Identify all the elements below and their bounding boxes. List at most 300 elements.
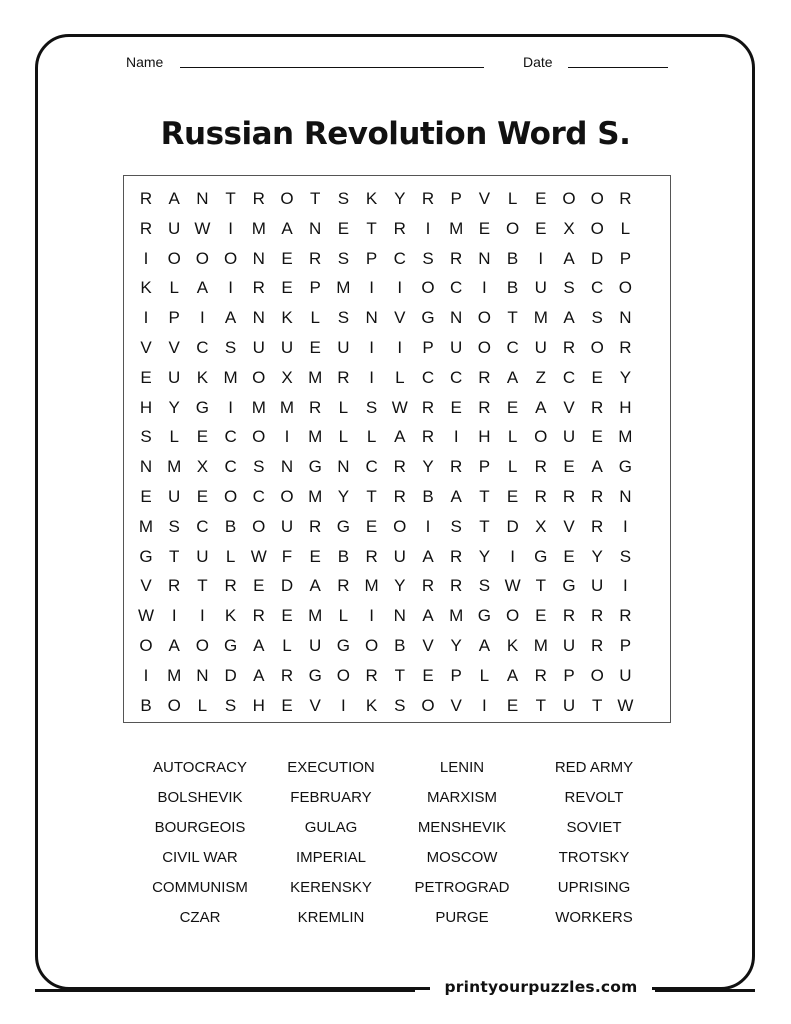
grid-letter[interactable]: R	[365, 546, 378, 566]
grid-letter[interactable]: U	[393, 546, 406, 566]
grid-letter[interactable]: S	[394, 695, 406, 715]
grid-letter[interactable]: L	[507, 427, 518, 447]
grid-letter[interactable]: N	[252, 248, 265, 268]
grid-letter[interactable]: C	[224, 457, 237, 477]
grid-letter[interactable]: I	[143, 248, 149, 268]
grid-letter[interactable]: A	[168, 189, 180, 208]
grid-letter[interactable]: I	[228, 397, 233, 417]
grid-letter[interactable]: S	[591, 308, 603, 328]
grid-letter[interactable]: C	[196, 516, 209, 536]
grid-letter[interactable]: O	[223, 487, 238, 506]
grid-letter[interactable]: G	[308, 457, 322, 477]
grid-letter[interactable]: K	[506, 636, 519, 655]
grid-letter[interactable]: C	[393, 248, 406, 268]
grid-letter[interactable]: C	[196, 338, 209, 357]
grid-letter[interactable]: M	[364, 576, 379, 596]
grid-letter[interactable]: R	[478, 397, 491, 417]
grid-letter[interactable]: I	[482, 695, 487, 715]
grid-letter[interactable]: O	[618, 278, 632, 298]
grid-letter[interactable]: K	[365, 695, 378, 715]
grid-letter[interactable]: N	[393, 606, 406, 626]
grid-letter[interactable]: U	[619, 665, 632, 685]
grid-letter[interactable]: U	[168, 367, 181, 387]
grid-letter[interactable]: H	[252, 695, 265, 715]
grid-letter[interactable]: O	[421, 278, 435, 298]
grid-letter[interactable]: S	[253, 457, 265, 477]
grid-letter[interactable]: I	[623, 576, 628, 596]
grid-letter[interactable]: X	[535, 516, 547, 536]
grid-letter[interactable]: W	[137, 606, 155, 626]
grid-letter[interactable]: P	[422, 338, 434, 357]
grid-letter[interactable]: L	[395, 367, 405, 387]
grid-letter[interactable]: O	[139, 636, 153, 655]
grid-letter[interactable]: C	[591, 278, 604, 298]
grid-letter[interactable]: I	[397, 278, 403, 298]
grid-letter[interactable]: S	[422, 248, 434, 268]
grid-letter[interactable]: V	[140, 338, 152, 357]
grid-letter[interactable]: R	[591, 636, 604, 655]
grid-letter[interactable]: G	[421, 308, 435, 328]
grid-letter[interactable]: B	[140, 695, 152, 715]
grid-letter[interactable]: V	[563, 516, 575, 536]
grid-letter[interactable]: M	[167, 665, 182, 685]
grid-letter[interactable]: L	[197, 695, 208, 715]
grid-letter[interactable]: O	[252, 427, 266, 447]
grid-letter[interactable]: A	[422, 606, 434, 626]
grid-letter[interactable]: S	[478, 576, 491, 596]
grid-letter[interactable]: W	[504, 576, 521, 596]
grid-letter[interactable]: U	[309, 636, 322, 655]
grid-letter[interactable]: O	[167, 695, 181, 715]
grid-letter[interactable]: E	[281, 248, 293, 268]
grid-letter[interactable]: D	[280, 576, 294, 596]
grid-letter[interactable]: S	[365, 397, 378, 417]
grid-letter[interactable]: C	[562, 367, 576, 387]
grid-letter[interactable]: P	[168, 308, 180, 328]
grid-letter[interactable]: O	[590, 338, 604, 357]
grid-letter[interactable]: I	[538, 248, 544, 268]
grid-letter[interactable]: O	[195, 636, 209, 655]
grid-letter[interactable]: A	[506, 367, 519, 387]
grid-letter[interactable]: M	[223, 367, 238, 387]
grid-letter[interactable]: O	[590, 189, 604, 208]
grid-letter[interactable]: R	[280, 665, 294, 685]
grid-letter[interactable]: G	[477, 606, 491, 626]
grid-letter[interactable]: U	[168, 218, 181, 238]
grid-letter[interactable]: N	[365, 308, 378, 328]
grid-letter[interactable]: O	[280, 487, 294, 506]
grid-letter[interactable]: E	[253, 576, 265, 596]
grid-letter[interactable]: L	[338, 397, 349, 417]
grid-letter[interactable]: N	[478, 248, 491, 268]
grid-letter[interactable]: W	[617, 695, 634, 715]
grid-letter[interactable]: L	[169, 427, 179, 447]
grid-letter[interactable]: E	[563, 457, 575, 477]
grid-letter[interactable]: B	[506, 248, 519, 268]
grid-letter[interactable]: L	[169, 278, 179, 298]
grid-letter[interactable]: R	[139, 218, 153, 238]
grid-letter[interactable]: E	[140, 487, 152, 506]
grid-letter[interactable]: O	[562, 189, 576, 208]
grid-letter[interactable]: S	[337, 248, 350, 268]
grid-letter[interactable]: E	[450, 397, 462, 417]
grid-letter[interactable]: R	[252, 278, 265, 298]
grid-letter[interactable]: C	[421, 367, 435, 387]
grid-letter[interactable]: I	[228, 278, 233, 298]
grid-letter[interactable]: M	[138, 516, 154, 536]
grid-letter[interactable]: P	[619, 248, 632, 268]
grid-letter[interactable]: V	[563, 397, 575, 417]
grid-letter[interactable]: O	[252, 516, 266, 536]
grid-letter[interactable]: X	[281, 367, 293, 387]
grid-letter[interactable]: O	[505, 606, 520, 626]
grid-letter[interactable]: U	[534, 278, 547, 298]
grid-letter[interactable]: T	[535, 576, 546, 596]
grid-letter[interactable]: O	[393, 516, 407, 536]
grid-letter[interactable]: G	[336, 516, 350, 536]
grid-letter[interactable]: S	[224, 338, 237, 357]
grid-letter[interactable]: I	[143, 308, 149, 328]
grid-letter[interactable]: U	[562, 427, 576, 447]
grid-letter[interactable]: O	[590, 665, 604, 685]
grid-letter[interactable]: C	[450, 367, 463, 387]
grid-letter[interactable]: M	[279, 397, 295, 417]
grid-letter[interactable]: O	[223, 248, 238, 268]
grid-letter[interactable]: N	[309, 218, 322, 238]
grid-letter[interactable]: A	[478, 636, 491, 655]
grid-letter[interactable]: I	[397, 338, 403, 357]
grid-letter[interactable]: E	[535, 189, 547, 208]
grid-letter[interactable]: P	[365, 248, 378, 268]
grid-letter[interactable]: L	[310, 308, 320, 328]
grid-letter[interactable]: O	[477, 308, 491, 328]
grid-letter[interactable]: D	[506, 516, 519, 536]
grid-letter[interactable]: L	[507, 189, 518, 208]
grid-letter[interactable]: X	[196, 457, 209, 477]
grid-letter[interactable]: O	[590, 218, 604, 238]
grid-letter[interactable]: N	[196, 665, 209, 685]
grid-letter[interactable]: S	[450, 516, 462, 536]
grid-letter[interactable]: A	[224, 308, 237, 328]
grid-letter[interactable]: E	[309, 546, 321, 566]
grid-letter[interactable]: O	[195, 248, 209, 268]
grid-letter[interactable]: E	[506, 487, 519, 506]
grid-letter[interactable]: V	[450, 695, 462, 715]
grid-letter[interactable]: Z	[535, 367, 546, 387]
grid-letter[interactable]: E	[337, 218, 350, 238]
grid-letter[interactable]: O	[364, 636, 379, 655]
grid-letter[interactable]: S	[619, 546, 632, 566]
grid-letter[interactable]: B	[506, 278, 519, 298]
grid-letter[interactable]: G	[618, 457, 632, 477]
grid-letter[interactable]: Y	[591, 546, 603, 566]
grid-letter[interactable]: L	[282, 636, 292, 655]
grid-letter[interactable]: T	[507, 308, 518, 328]
grid-letter[interactable]: G	[139, 546, 153, 566]
grid-letter[interactable]: V	[140, 576, 152, 596]
grid-letter[interactable]: Y	[450, 636, 462, 655]
grid-letter[interactable]: X	[563, 218, 575, 238]
grid-letter[interactable]: M	[308, 427, 323, 447]
grid-letter[interactable]: A	[253, 665, 265, 685]
grid-letter[interactable]: A	[253, 636, 265, 655]
grid-letter[interactable]: M	[533, 636, 548, 655]
grid-letter[interactable]: R	[591, 606, 604, 626]
grid-letter[interactable]: P	[563, 665, 575, 685]
grid-letter[interactable]: K	[140, 278, 152, 298]
grid-letter[interactable]: E	[535, 218, 547, 238]
grid-letter[interactable]: D	[591, 248, 604, 268]
grid-letter[interactable]: K	[196, 367, 209, 387]
grid-letter[interactable]: M	[449, 606, 464, 626]
grid-letter[interactable]: R	[450, 457, 463, 477]
grid-letter[interactable]: B	[422, 487, 434, 506]
grid-letter[interactable]: G	[223, 636, 238, 655]
grid-letter[interactable]: U	[280, 338, 294, 357]
grid-letter[interactable]: R	[421, 189, 435, 208]
grid-letter[interactable]: E	[591, 427, 603, 447]
grid-letter[interactable]: I	[171, 606, 177, 626]
grid-letter[interactable]: R	[393, 218, 406, 238]
grid-letter[interactable]: M	[308, 367, 323, 387]
grid-letter[interactable]: R	[421, 427, 435, 447]
grid-letter[interactable]: K	[281, 308, 293, 328]
grid-letter[interactable]: T	[479, 487, 490, 506]
grid-letter[interactable]: O	[252, 367, 266, 387]
grid-letter[interactable]: M	[336, 278, 351, 298]
grid-letter[interactable]: P	[450, 189, 462, 208]
grid-letter[interactable]: T	[366, 487, 377, 506]
grid-letter[interactable]: I	[284, 427, 290, 447]
grid-letter[interactable]: R	[309, 397, 322, 417]
grid-letter[interactable]: L	[507, 457, 518, 477]
grid-letter[interactable]: T	[366, 218, 377, 238]
grid-letter[interactable]: A	[196, 278, 209, 298]
grid-letter[interactable]: Y	[478, 546, 491, 566]
grid-letter[interactable]: E	[196, 487, 209, 506]
grid-letter[interactable]: U	[280, 516, 294, 536]
grid-letter[interactable]: V	[394, 308, 406, 328]
grid-letter[interactable]: S	[140, 427, 152, 447]
grid-letter[interactable]: H	[139, 397, 153, 417]
grid-letter[interactable]: E	[365, 516, 378, 536]
grid-letter[interactable]: O	[280, 189, 294, 208]
grid-letter[interactable]: R	[534, 457, 547, 477]
grid-letter[interactable]: I	[341, 695, 346, 715]
grid-letter[interactable]: M	[251, 397, 266, 417]
grid-letter[interactable]: R	[534, 665, 547, 685]
grid-letter[interactable]: A	[563, 248, 575, 268]
grid-letter[interactable]: R	[562, 487, 576, 506]
grid-letter[interactable]: I	[228, 218, 233, 238]
grid-letter[interactable]: A	[422, 546, 434, 566]
grid-letter[interactable]: I	[369, 606, 374, 626]
grid-letter[interactable]: U	[337, 338, 350, 357]
grid-letter[interactable]: W	[391, 397, 408, 417]
grid-letter[interactable]: U	[450, 338, 463, 357]
grid-letter[interactable]: R	[562, 606, 576, 626]
grid-letter[interactable]: R	[619, 189, 632, 208]
grid-letter[interactable]: R	[450, 248, 463, 268]
grid-letter[interactable]: K	[224, 606, 237, 626]
grid-letter[interactable]: A	[281, 218, 293, 238]
grid-letter[interactable]: R	[168, 576, 181, 596]
grid-letter[interactable]: M	[449, 218, 464, 238]
grid-letter[interactable]: V	[309, 695, 321, 715]
grid-letter[interactable]: B	[337, 546, 350, 566]
grid-letter[interactable]: Y	[422, 457, 434, 477]
grid-letter[interactable]: E	[422, 665, 434, 685]
grid-letter[interactable]: C	[365, 457, 378, 477]
grid-letter[interactable]: U	[168, 487, 181, 506]
grid-letter[interactable]: N	[619, 308, 632, 328]
grid-letter[interactable]: R	[619, 338, 632, 357]
grid-letter[interactable]: O	[421, 695, 435, 715]
grid-letter[interactable]: E	[281, 606, 293, 626]
grid-letter[interactable]: L	[338, 427, 349, 447]
grid-letter[interactable]: R	[450, 576, 463, 596]
grid-letter[interactable]: L	[338, 606, 349, 626]
grid-letter[interactable]: R	[139, 189, 153, 208]
grid-letter[interactable]: R	[591, 516, 604, 536]
grid-letter[interactable]: C	[506, 338, 519, 357]
grid-letter[interactable]: P	[619, 636, 632, 655]
grid-letter[interactable]: I	[482, 278, 487, 298]
grid-letter[interactable]: P	[478, 457, 491, 477]
grid-letter[interactable]: C	[450, 278, 463, 298]
grid-letter[interactable]: R	[252, 189, 265, 208]
grid-letter[interactable]: I	[369, 338, 374, 357]
grid-letter[interactable]: Y	[619, 367, 632, 387]
grid-letter[interactable]: A	[535, 397, 547, 417]
grid-letter[interactable]: I	[453, 427, 459, 447]
grid-letter[interactable]: I	[623, 516, 628, 536]
grid-letter[interactable]: R	[393, 487, 406, 506]
grid-letter[interactable]: A	[450, 487, 462, 506]
grid-letter[interactable]: T	[535, 695, 546, 715]
grid-letter[interactable]: S	[337, 308, 350, 328]
grid-letter[interactable]: O	[477, 338, 491, 357]
grid-letter[interactable]: U	[591, 576, 604, 596]
grid-letter[interactable]: I	[369, 278, 374, 298]
grid-letter[interactable]: R	[252, 606, 265, 626]
grid-letter[interactable]: W	[194, 218, 211, 238]
grid-letter[interactable]: V	[168, 338, 180, 357]
grid-letter[interactable]: E	[196, 427, 209, 447]
grid-letter[interactable]: U	[534, 338, 547, 357]
grid-letter[interactable]: G	[562, 576, 576, 596]
grid-letter[interactable]: L	[225, 546, 236, 566]
grid-letter[interactable]: V	[478, 189, 491, 208]
grid-letter[interactable]: E	[563, 546, 575, 566]
grid-letter[interactable]: S	[337, 189, 350, 208]
grid-letter[interactable]: C	[252, 487, 265, 506]
grid-letter[interactable]: O	[167, 248, 181, 268]
grid-letter[interactable]: A	[309, 576, 321, 596]
grid-letter[interactable]: L	[479, 665, 490, 685]
grid-letter[interactable]: Y	[337, 487, 350, 506]
grid-letter[interactable]: R	[619, 606, 632, 626]
grid-letter[interactable]: R	[309, 516, 322, 536]
grid-letter[interactable]: N	[337, 457, 350, 477]
grid-letter[interactable]: E	[281, 278, 293, 298]
grid-letter[interactable]: R	[421, 576, 435, 596]
grid-letter[interactable]: E	[309, 338, 321, 357]
grid-letter[interactable]: T	[225, 189, 236, 208]
grid-letter[interactable]: L	[620, 218, 631, 238]
grid-letter[interactable]: E	[281, 695, 293, 715]
grid-letter[interactable]: H	[478, 427, 491, 447]
grid-letter[interactable]: N	[280, 457, 294, 477]
grid-letter[interactable]: R	[421, 397, 435, 417]
grid-letter[interactable]: E	[535, 606, 547, 626]
grid-letter[interactable]: R	[534, 487, 547, 506]
grid-letter[interactable]: M	[251, 218, 266, 238]
grid-letter[interactable]: O	[534, 427, 548, 447]
grid-letter[interactable]: A	[563, 308, 575, 328]
grid-letter[interactable]: T	[591, 695, 603, 715]
grid-letter[interactable]: K	[365, 189, 378, 208]
grid-letter[interactable]: N	[450, 308, 463, 328]
name-line[interactable]	[180, 67, 484, 68]
grid-letter[interactable]: O	[505, 218, 520, 238]
grid-letter[interactable]: N	[196, 189, 209, 208]
grid-letter[interactable]: U	[252, 338, 265, 357]
grid-letter[interactable]: H	[619, 397, 632, 417]
grid-letter[interactable]: A	[168, 636, 180, 655]
grid-letter[interactable]: T	[479, 516, 490, 536]
grid-letter[interactable]: R	[393, 457, 406, 477]
grid-letter[interactable]: Y	[394, 189, 406, 208]
grid-letter[interactable]: I	[425, 516, 431, 536]
grid-letter[interactable]: S	[168, 516, 180, 536]
grid-letter[interactable]: P	[309, 278, 321, 298]
grid-letter[interactable]: E	[591, 367, 603, 387]
grid-letter[interactable]: R	[337, 367, 350, 387]
grid-letter[interactable]: O	[336, 665, 350, 685]
grid-letter[interactable]: T	[394, 665, 405, 685]
grid-letter[interactable]: T	[197, 576, 208, 596]
grid-letter[interactable]: P	[450, 665, 462, 685]
grid-letter[interactable]: E	[506, 695, 519, 715]
grid-letter[interactable]: R	[478, 367, 491, 387]
date-line[interactable]	[568, 67, 668, 68]
grid-letter[interactable]: G	[336, 636, 350, 655]
grid-letter[interactable]: Y	[394, 576, 406, 596]
grid-letter[interactable]: U	[562, 636, 576, 655]
grid-letter[interactable]: U	[562, 695, 576, 715]
grid-letter[interactable]: I	[200, 308, 205, 328]
grid-letter[interactable]: R	[450, 546, 463, 566]
grid-letter[interactable]: R	[224, 576, 237, 596]
grid-letter[interactable]: M	[167, 457, 182, 477]
grid-letter[interactable]: E	[140, 367, 152, 387]
grid-letter[interactable]: T	[309, 189, 321, 208]
grid-letter[interactable]: G	[308, 665, 322, 685]
grid-letter[interactable]: E	[478, 218, 491, 238]
grid-letter[interactable]: G	[534, 546, 548, 566]
grid-letter[interactable]: S	[224, 695, 237, 715]
grid-letter[interactable]: Y	[168, 397, 180, 417]
grid-letter[interactable]: I	[200, 606, 205, 626]
grid-letter[interactable]: A	[394, 427, 406, 447]
grid-letter[interactable]: G	[195, 397, 209, 417]
grid-letter[interactable]: F	[281, 546, 293, 566]
grid-letter[interactable]: B	[224, 516, 237, 536]
grid-letter[interactable]: E	[506, 397, 519, 417]
grid-letter[interactable]: R	[562, 338, 576, 357]
grid-letter[interactable]: A	[591, 457, 603, 477]
